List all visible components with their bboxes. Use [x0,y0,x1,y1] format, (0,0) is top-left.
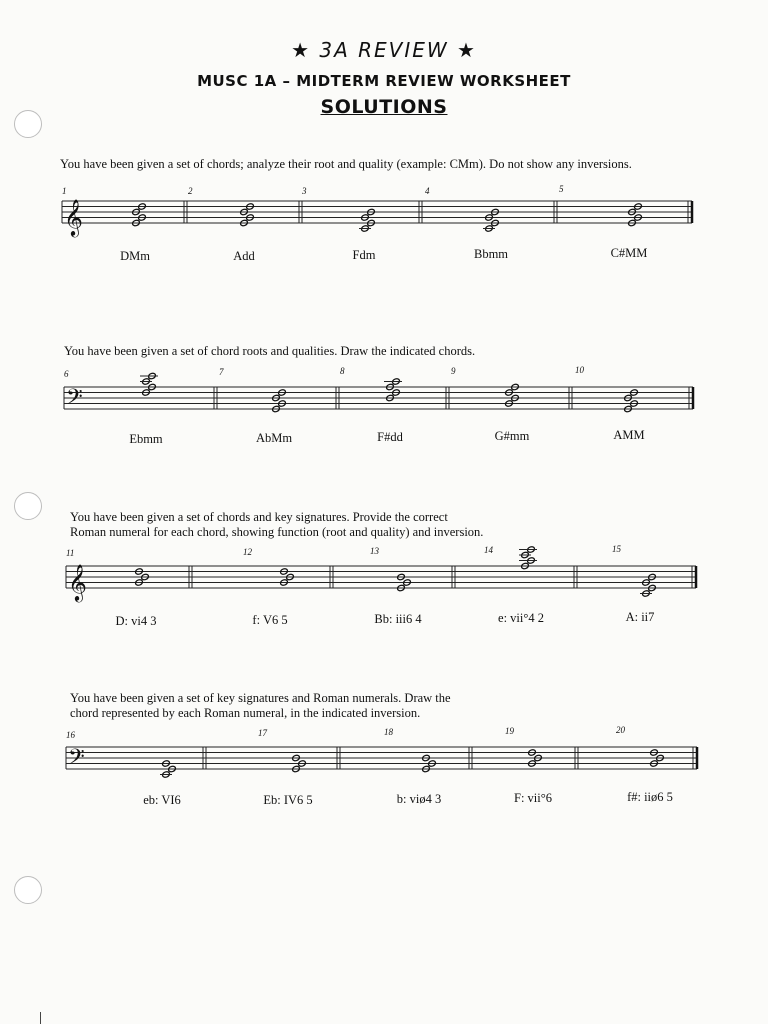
measure-number: 17 [258,728,267,738]
chord-answer: Eb: IV6 5 [263,793,313,807]
instruction-line: Roman numeral for each chord, showing function (root and quality) and inversion. [70,525,484,539]
instruction-line: You have been given a set of chords; analyze their root and quality (example: CMm). Do not show any inversions. [60,157,632,171]
measure-number: 4 [425,186,430,196]
chord-answer: AMM [613,428,645,442]
chord-answer: Bb: iii6 4 [374,612,422,626]
chord-answer: D: vi4 3 [115,614,157,628]
bass-clef-icon: 𝄢 [66,385,83,415]
measure-number: 12 [243,547,252,557]
chord-answer: f#: iiø6 5 [627,790,673,804]
chord-answer: F: vii°6 [514,791,552,805]
measure-number: 3 [302,186,307,196]
measure-number: 7 [219,367,224,377]
measure-number: 11 [66,548,75,558]
solutions-title: SOLUTIONS [320,96,448,118]
instruction-line: You have been given a set of chord roots and qualities. Draw the indicated chords. [64,344,476,358]
measure-number: 10 [575,365,584,375]
measure-number: 16 [66,730,75,740]
measure-number: 8 [340,366,345,376]
chord-answer: b: viø4 3 [396,792,442,806]
measure-number: 18 [384,727,393,737]
measure-number: 1 [62,186,67,196]
chord-answer: Add [233,249,255,263]
instruction-line: You have been given a set of key signatures and Roman numerals. Draw the [70,691,451,705]
instruction-line: chord represented by each Roman numeral, in the indicated inversion. [70,706,421,720]
measure-number: 14 [484,545,493,555]
course-title: MUSC 1A – MIDTERM REVIEW WORKSHEET [197,72,571,90]
chord-answer: DMm [120,249,150,263]
chord-answer: f: V6 5 [252,613,288,627]
measure-number: 5 [559,184,564,194]
chord-answer: F#dd [377,430,403,444]
treble-clef-icon: 𝄞 [68,563,87,601]
treble-clef-icon: 𝄞 [64,198,83,236]
instruction-line: You have been given a set of chords and key signatures. Provide the correct [70,510,448,524]
measure-number: 9 [451,366,456,376]
chord-answer: Bbmm [473,247,509,261]
measure-number: 13 [370,546,379,556]
measure-number: 20 [616,725,625,735]
chord-answer: G#mm [494,429,530,443]
measure-number: 6 [64,369,69,379]
bass-clef-icon: 𝄢 [68,745,85,775]
measure-number: 19 [505,726,514,736]
chord-answer: e: vii°4 2 [498,611,544,625]
chord-answer: eb: VI6 [143,793,181,807]
chord-answer: C#MM [610,246,648,260]
chord-answer: Fdm [352,248,376,262]
staff-group [62,198,697,778]
measure-number: 15 [612,544,621,554]
chord-answer: AbMm [255,431,293,445]
chord-answer: A: ii7 [625,610,655,624]
chord-answer: Ebmm [129,432,163,446]
measure-number: 2 [188,186,193,196]
review-title: ★ 3A REVIEW ★ [291,38,477,62]
